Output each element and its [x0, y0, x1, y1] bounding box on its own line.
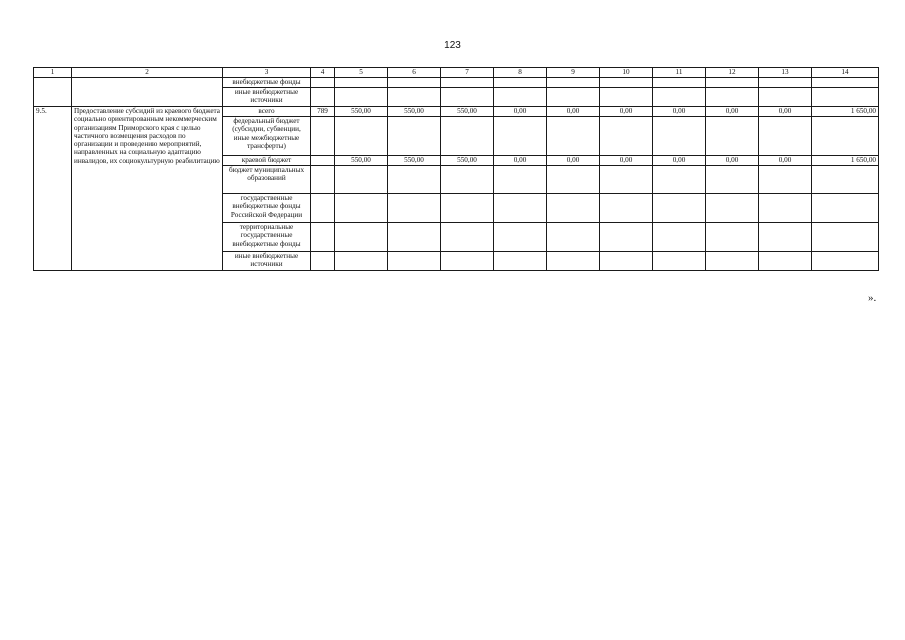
value-cell: 0,00 — [494, 156, 547, 166]
value-cell: 550,00 — [441, 156, 494, 166]
value-cell: 0,00 — [653, 156, 706, 166]
value-cell: 550,00 — [335, 156, 388, 166]
header-cell: 6 — [388, 68, 441, 78]
item-number-cell: 9.5. — [34, 107, 72, 271]
program-financing-table — [33, 67, 879, 271]
funding-source-cell: иные внебюджетные источники — [223, 252, 311, 271]
funding-source-cell: краевой бюджет — [223, 156, 311, 166]
table-row — [34, 78, 879, 88]
value-cell: 1 650,00 — [812, 156, 879, 166]
value-cell: 550,00 — [335, 107, 388, 117]
header-cell: 3 — [223, 68, 311, 78]
header-cell: 9 — [547, 68, 600, 78]
value-cell: 789 — [311, 107, 335, 117]
value-cell: 0,00 — [759, 107, 812, 117]
header-cell: 13 — [759, 68, 812, 78]
value-cell: 550,00 — [441, 107, 494, 117]
table-row — [34, 107, 879, 117]
header-cell: 10 — [600, 68, 653, 78]
empty-cell — [72, 78, 223, 107]
value-cell: 0,00 — [653, 107, 706, 117]
header-cell: 11 — [653, 68, 706, 78]
funding-source-cell: бюджет муниципальных образований — [223, 166, 311, 194]
value-cell: 0,00 — [600, 107, 653, 117]
header-cell: 14 — [812, 68, 879, 78]
funding-source-cell: всего — [223, 107, 311, 117]
funding-source-cell: государственные внебюджетные фонды Российской Федерации — [223, 194, 311, 223]
value-cell: 0,00 — [547, 107, 600, 117]
empty-cell — [34, 78, 72, 107]
page-number: 123 — [444, 40, 461, 51]
header-cell: 4 — [311, 68, 335, 78]
value-cell: 0,00 — [706, 156, 759, 166]
value-cell: 1 650,00 — [812, 107, 879, 117]
header-cell: 1 — [34, 68, 72, 78]
value-cell — [311, 156, 335, 166]
funding-source-cell: внебюджетные фонды — [223, 78, 311, 88]
value-cell: 0,00 — [759, 156, 812, 166]
closing-quote-mark: ». — [868, 292, 877, 304]
funding-source-cell: территориальные государственные внебюджетные фонды — [223, 223, 311, 252]
header-cell: 5 — [335, 68, 388, 78]
header-cell: 2 — [72, 68, 223, 78]
value-cell: 550,00 — [388, 156, 441, 166]
item-description-cell: Предоставление субсидий из краевого бюджета социально ориентированным некоммерческим организациям Приморского края с целью частичного возмещения расходов по организации и проведению мероприятий, направленных на социальную адаптацию инвалидов, их социокультурную реабилитацию — [72, 107, 223, 271]
header-cell: 7 — [441, 68, 494, 78]
funding-source-cell: иные внебюджетные источники — [223, 88, 311, 107]
value-cell: 0,00 — [600, 156, 653, 166]
header-row — [34, 68, 879, 78]
value-cell: 550,00 — [388, 107, 441, 117]
value-cell: 0,00 — [494, 107, 547, 117]
funding-source-cell: федеральный бюджет (субсидии, субвенции, иные межбюджетные трансферты) — [223, 117, 311, 156]
header-cell: 12 — [706, 68, 759, 78]
value-cell: 0,00 — [706, 107, 759, 117]
header-cell: 8 — [494, 68, 547, 78]
value-cell: 0,00 — [547, 156, 600, 166]
